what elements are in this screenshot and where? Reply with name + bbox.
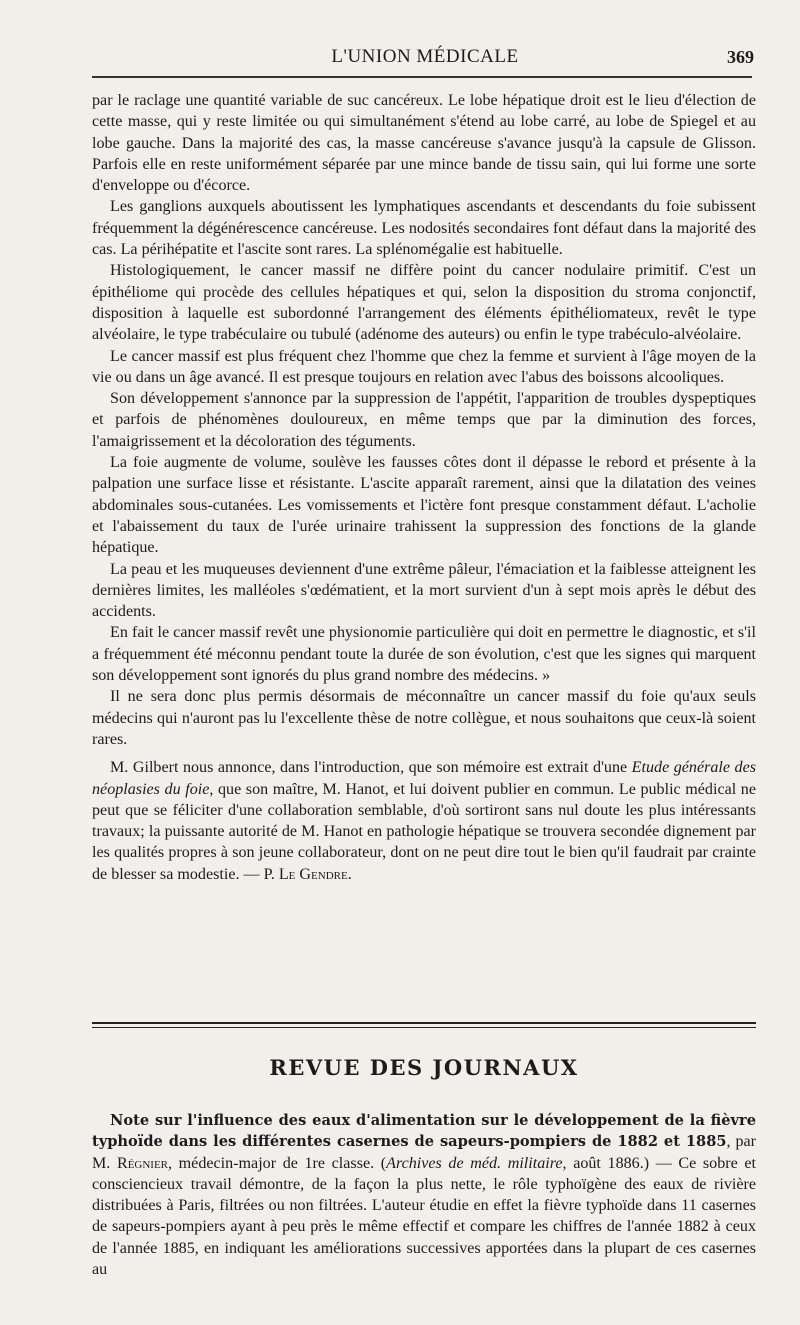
paragraph: par le raclage une quantité variable de suc cancéreux. Le lobe hépatique droit est le lieu d'élection de cette masse, qui y reste limitée ou qui simultanément s'étend au lobe carré, au lobe de Spiegel et au lobe gauche. Dans la majorité des cas, la masse cancéreuse s'avance jusqu'à la capsule de Glisson. Parfois elle en reste uniformément séparée par une mince bande de tissu sain, qui lui forme une sorte d'enveloppe ou d'écorce. (92, 92, 756, 195)
paragraph-text: M. Gilbert nous annonce, dans l'introduction, que son mémoire est extrait d'une (110, 759, 632, 777)
book-title: Etude générale des néoplasies du foie (92, 759, 756, 798)
running-title: L'UNION MÉDICALE (331, 46, 519, 67)
article-body (92, 90, 756, 885)
section-divider (92, 1022, 756, 1028)
page-number: 369 (727, 47, 754, 67)
review-text: , août 1886.) — Ce sobre et consciencieux travail démontre, de la façon la plus nette, le rôle typhoïgène des eaux de rivière distribuées à Paris, filtrées ou non filtrées. L'auteur étudie en effet la fièvre typhoïde dans 11 casernes de sapeurs-pompiers ayant à peu près le même effectif et compare les chiffres de l'année 1882 à ceux de l'année 1885, en indiquant les améliorations successives apportées dans la plupart de ces casernes au (92, 1154, 757, 1279)
author-signature: Le Gendre. (278, 865, 352, 883)
paragraph: Histologiquement, le cancer massif ne diffère point du cancer nodulaire primitif. C'est un épithéliome qui procède des cellules hépatiques et qui, selon la disposition du stroma conjonctif, disposition à laquelle est subordonné l'arrangement des éléments épithéliomateux, revêt le type alvéolaire, le type trabéculaire ou tubulé (adénome des auteurs) ou enfin le type trabéculo-alvéolaire. (92, 262, 756, 344)
paragraph: Il ne sera donc plus permis désormais de méconnaître un cancer massif du foie qu'aux seuls médecins qui n'auront pas lu l'excellente thèse de notre collègue, et nous souhaitons que ceux-là soient rares. (92, 688, 756, 748)
paragraph-closing (92, 757, 756, 885)
header-rule (92, 76, 752, 78)
review-source: Archives de méd. militaire (386, 1154, 563, 1172)
paragraph: En fait le cancer massif revêt une physionomie particulière qui doit en permettre le diagnostic, et s'il a fréquemment été méconnu pendant toute la durée de son évolution, c'est que les signes qui marquent son développement sont ignorés du plus grand nombre des médecins. » (92, 624, 756, 685)
paragraph: Le cancer massif est plus fréquent chez l'homme que chez la femme et survient à l'âge moyen de la vie ou dans un âge avancé. Il est presque toujours en relation avec l'abus des boissons alcooliques. (92, 347, 756, 386)
paragraph: Les ganglions auxquels aboutissent les lymphatiques ascendants et descendants du foie subissent fréquemment la dégénérescence cancéreuse. Les nodosités secondaires font défaut dans la majorité des cas. La périhépatite et l'ascite sont rares. La splénomégalie est habituelle. (92, 198, 756, 259)
paragraph-text: , que son maître, M. Hanot, et lui doivent publier en commun. Le public médical ne peut que se féliciter d'une collaboration semblable, d'où sortiront sans nul doute les plus intéressants travaux; la puissante autorité de M. Hanot en pathologie hépatique se trouvera secondée dignement par les qualités propres à son jeune collaborateur, dont on ne peut dire tout le bien qu'il faudrait par crainte de blesser sa modestie. — P. (92, 780, 756, 883)
review-title: Note sur l'influence des eaux d'alimentation sur le développement de la fièvre typhoïde dans les différentes casernes de sapeurs-pompiers de 1882 et 1885 (92, 1112, 756, 1151)
review-text: , médecin-major de 1re classe. ( (168, 1154, 387, 1172)
review-paragraph (92, 1110, 756, 1280)
review-text: , par M. (92, 1133, 756, 1172)
paragraph: Son développement s'annonce par la suppression de l'appétit, l'apparition de troubles dyspeptiques et parfois de phénomènes douloureux, en même temps que par la diminution des forces, l'amaigrissement et la décoloration des téguments. (92, 390, 756, 450)
paragraph: La peau et les muqueuses deviennent d'une extrême pâleur, l'émaciation et la faiblesse atteignent les dernières limites, les malléoles s'œdématient, et la mort survient d'un à sept mois après le début des accidents. (92, 560, 756, 621)
page-header (90, 46, 760, 76)
review-entry (92, 1110, 756, 1280)
paragraph: La foie augmente de volume, soulève les fausses côtes dont il dépasse le rebord et présente à la palpation une surface lisse et résistante. L'ascite apparaît rarement, ainsi que la dilatation des veines abdominales sous-cutanées. Les vomissements et l'ictère font presque constamment défaut. L'acholie et l'abaissement du taux de l'urée urinaire trahissent la suppression des fonctions de la glande hépatique. (92, 454, 756, 557)
review-author: Régnier (116, 1154, 169, 1172)
section-title: REVUE DES JOURNAUX (269, 1055, 579, 1080)
